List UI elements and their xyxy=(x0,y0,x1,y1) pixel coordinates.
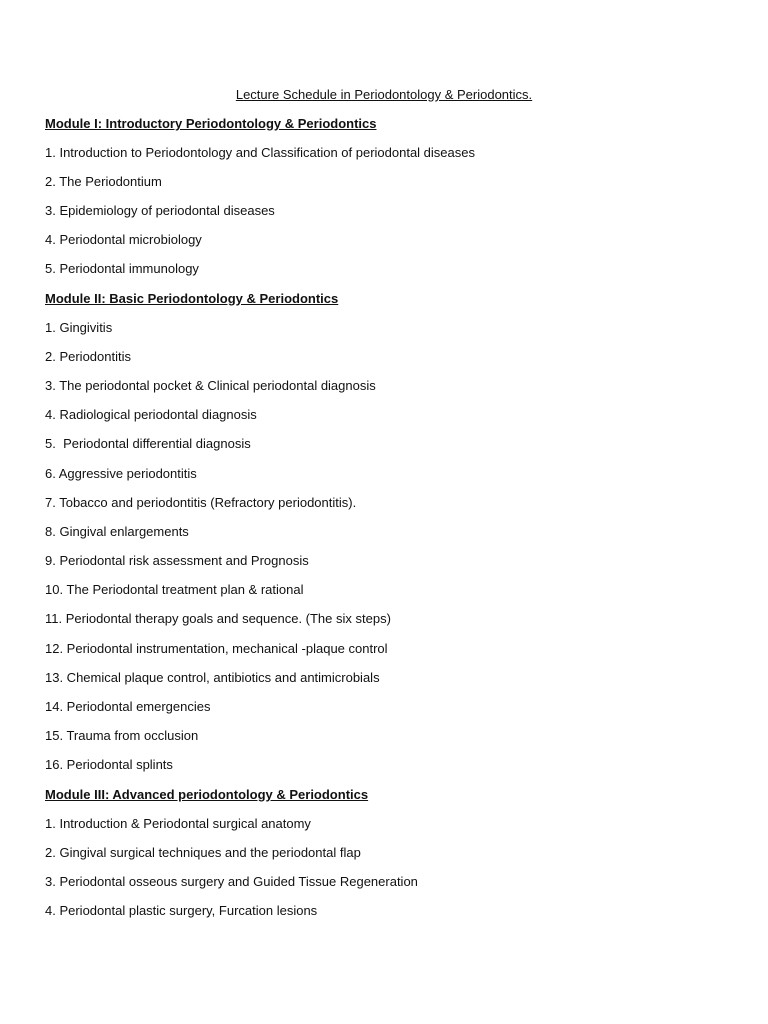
list-item: 3. Epidemiology of periodontal diseases xyxy=(45,203,275,218)
list-item: 5. Periodontal immunology xyxy=(45,261,199,276)
module-3-heading: Module III: Advanced periodontology & Periodontics xyxy=(45,787,369,802)
list-item: 2. Periodontitis xyxy=(45,349,131,364)
list-item: 3. Periodontal osseous surgery and Guided Tissue Regeneration xyxy=(45,874,418,889)
list-item: 2. Gingival surgical techniques and the periodontal flap xyxy=(45,845,361,860)
list-item: 8. Gingival enlargements xyxy=(45,524,189,539)
list-item: 4. Periodontal plastic surgery, Furcation lesions xyxy=(45,903,318,918)
list-item: 13. Chemical plaque control, antibiotics and antimicrobials xyxy=(45,670,380,685)
list-item: 15. Trauma from occlusion xyxy=(45,728,199,743)
document-title: Lecture Schedule in Periodontology & Periodontics. xyxy=(235,87,533,102)
list-item: 14. Periodontal emergencies xyxy=(45,699,211,714)
module-2-heading: Module II: Basic Periodontology & Periodontics xyxy=(45,291,339,306)
list-item: 11. Periodontal therapy goals and sequence. (The six steps) xyxy=(45,611,391,626)
list-item: 10. The Periodontal treatment plan & rational xyxy=(45,582,304,597)
list-item: 3. The periodontal pocket & Clinical periodontal diagnosis xyxy=(45,378,376,393)
list-item: 6. Aggressive periodontitis xyxy=(45,466,197,481)
list-item: 16. Periodontal splints xyxy=(45,757,173,772)
list-item: 4. Periodontal microbiology xyxy=(45,232,202,247)
list-item: 4. Radiological periodontal diagnosis xyxy=(45,407,257,422)
list-item: 2. The Periodontium xyxy=(45,174,162,189)
list-item: 5. Periodontal differential diagnosis xyxy=(45,436,251,451)
list-item: 1. Introduction to Periodontology and Classification of periodontal diseases xyxy=(45,145,475,160)
module-1-heading: Module I: Introductory Periodontology & Periodontics xyxy=(45,116,377,131)
list-item: 1. Introduction & Periodontal surgical anatomy xyxy=(45,816,311,831)
list-item: 9. Periodontal risk assessment and Prognosis xyxy=(45,553,309,568)
list-item: 1. Gingivitis xyxy=(45,320,113,335)
list-item: 7. Tobacco and periodontitis (Refractory periodontitis). xyxy=(45,495,357,510)
list-item: 12. Periodontal instrumentation, mechanical -plaque control xyxy=(45,641,388,656)
